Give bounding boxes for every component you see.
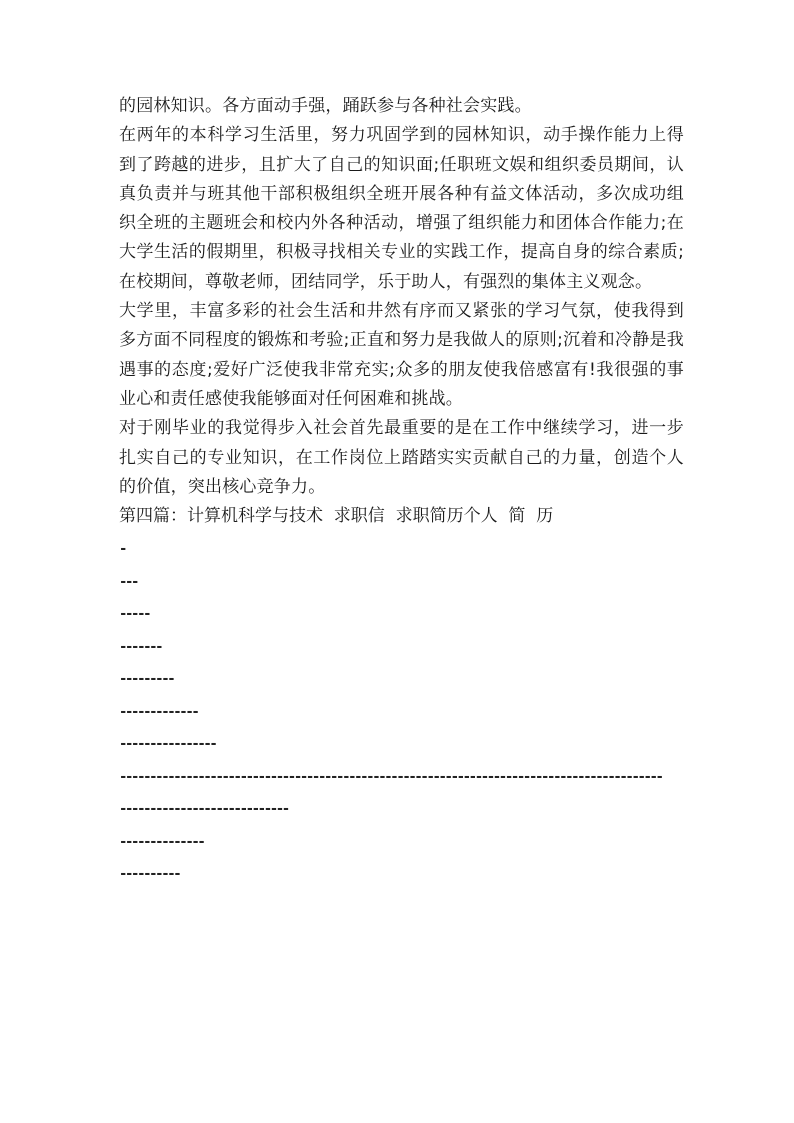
dash-line: ------------- — [119, 703, 198, 720]
dash-line: ---------- — [119, 866, 180, 883]
dash-line: -------------- — [119, 833, 204, 850]
dash-line: ------- — [119, 638, 162, 655]
dash-line: ------------------------------------------------------------------------------------------ — [119, 768, 662, 785]
paragraph-3: 大学里，丰富多彩的社会生活和井然有序而又紧张的学习气氛，使我得到多方面不同程度的锻炼和考验;正直和努力是我做人的原则;沉着和冷静是我遇事的态度;爱好广泛使我非常充实;众多的朋友使我倍感富有!我很强的事业心和责任感使我能够面对任何困难和挑战。 — [119, 301, 684, 409]
section-heading: 第四篇：计算机科学与技术 求职信 求职简历个人 简 历 — [119, 506, 554, 527]
dash-line: ---------------- — [119, 736, 216, 753]
paragraph-2: 在两年的本科学习生活里，努力巩固学到的园林知识，动手操作能力上得到了跨越的进步，且扩大了自己的知识面;任职班文娱和组织委员期间，认真负责并与班其他干部积极组织全班开展各种有益文体活动，多次成功组织全班的主题班会和校内外各种活动，增强了组织能力和团体合作能力;在大学生活的假期里，积极寻找相关专业的实践工作，提高自身的综合素质;在校期间，尊敬老师，团结同学，乐于助人，有强烈的集体主义观念。 — [119, 125, 684, 292]
dash-line: ----- — [119, 606, 150, 623]
dash-line: - — [119, 541, 126, 558]
paragraph-1: 的园林知识。各方面动手强，踊跃参与各种社会实践。 — [119, 96, 532, 116]
dash-line: --------- — [119, 671, 174, 688]
dash-separator-block — [119, 533, 684, 891]
dash-line: ---------------------------- — [119, 801, 288, 818]
dash-line: --- — [119, 573, 138, 590]
document-body — [119, 92, 684, 891]
paragraph-4: 对于刚毕业的我觉得步入社会首先最重要的是在工作中继续学习，进一步扎实自己的专业知识，在工作岗位上踏踏实实贡献自己的力量，创造个人的价值，突出核心竞争力。 — [119, 418, 684, 497]
